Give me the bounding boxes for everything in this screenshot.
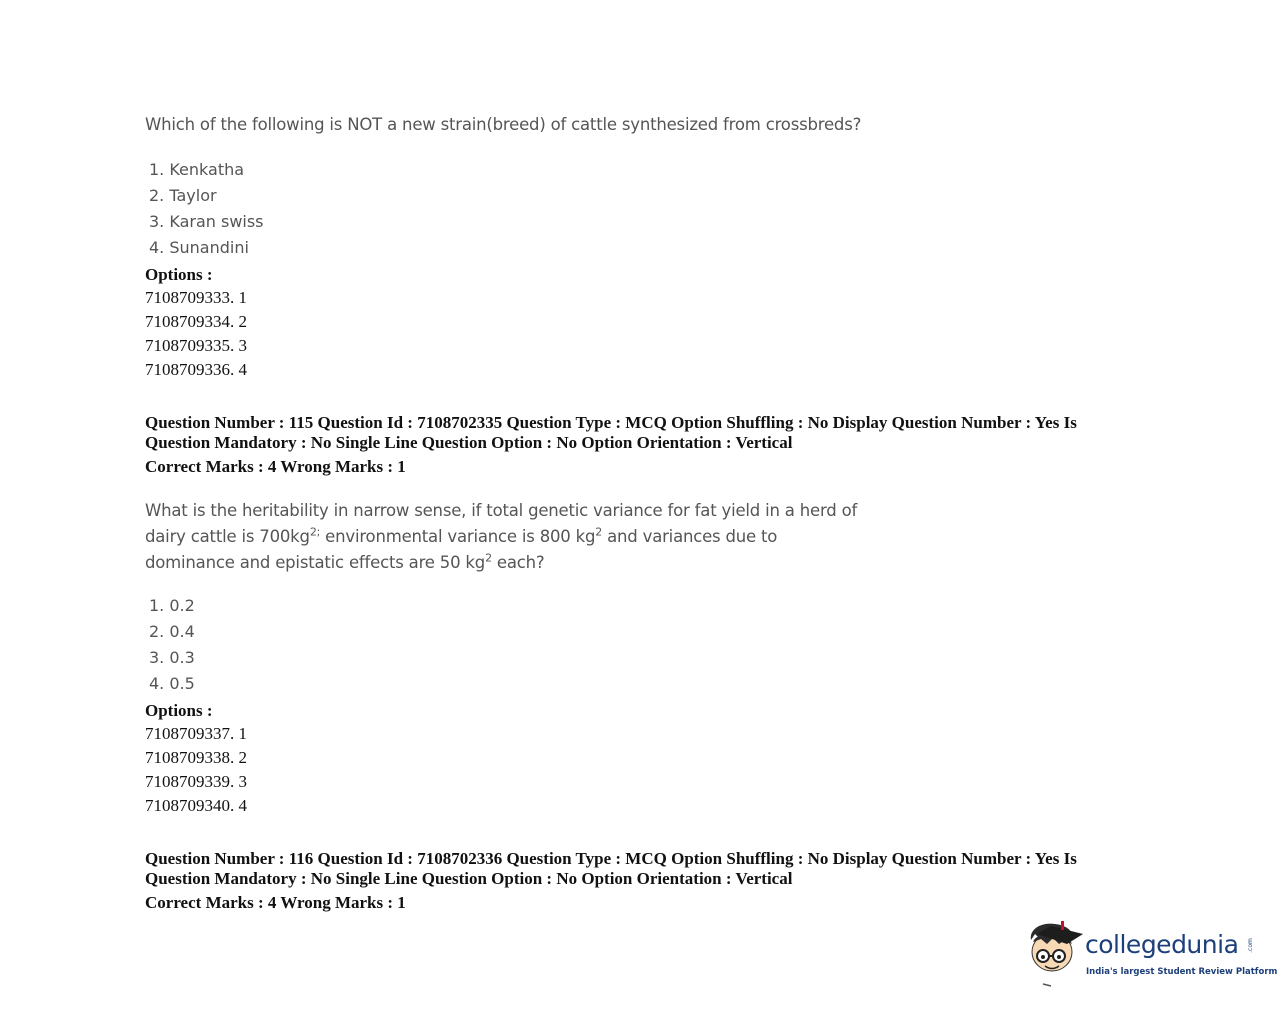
- question-text-part: environmental variance is 800 kg: [320, 527, 596, 546]
- brand-domain: .com: [1246, 938, 1254, 953]
- question-115-marks: Correct Marks : 4 Wrong Marks : 1: [145, 457, 406, 476]
- question-114-option-ids: [145, 286, 247, 382]
- brand-tagline: India's largest Student Review Platform: [1086, 967, 1278, 977]
- choice-item: 1. Kenkatha: [149, 160, 245, 179]
- question-116-marks: Correct Marks : 4 Wrong Marks : 1: [145, 893, 406, 912]
- question-text-part: and variances due to dominance and epistatic effects are 50 kg: [145, 527, 778, 572]
- option-id-item: 7108709340. 4: [145, 796, 247, 815]
- choice-item: 4. 0.5: [149, 674, 195, 693]
- mascot-icon: [1025, 918, 1087, 990]
- option-id-item: 7108709337. 1: [145, 724, 247, 743]
- question-114-text: Which of the following is NOT a new strain(breed) of cattle synthesized from crossbreds?: [145, 115, 862, 134]
- choice-item: 4. Sunandini: [149, 238, 249, 257]
- meta-line: Question Mandatory : No Single Line Question Option : No Option Orientation : Vertical: [145, 869, 793, 888]
- option-id-item: 7108709333. 1: [145, 288, 247, 307]
- brand-name: collegedunia: [1085, 930, 1239, 959]
- options-label: Options :: [145, 265, 213, 284]
- question-text-part: What is the heritability in narrow sense, if total genetic variance for fat yield in a herd of dairy cattle is 700kg: [145, 501, 858, 546]
- choice-item: 3. 0.3: [149, 648, 195, 667]
- question-115-option-ids: [145, 722, 247, 818]
- choice-item: 3. Karan swiss: [149, 212, 264, 231]
- question-116-meta: [145, 849, 1105, 889]
- option-id-item: 7108709334. 2: [145, 312, 247, 331]
- choice-item: 2. Taylor: [149, 186, 217, 205]
- choice-item: 1. 0.2: [149, 596, 195, 615]
- meta-line: Question Mandatory : No Single Line Question Option : No Option Orientation : Vertical: [145, 433, 793, 452]
- choice-item: 2. 0.4: [149, 622, 195, 641]
- question-115-meta: [145, 413, 1105, 453]
- superscript: 2: [485, 551, 492, 565]
- question-115-choices: [149, 593, 195, 697]
- options-label: Options :: [145, 701, 213, 720]
- option-id-item: 7108709336. 4: [145, 360, 247, 379]
- meta-line: Question Number : 116 Question Id : 7108702336 Question Type : MCQ Option Shuffling : No Display Question Number : Yes Is: [145, 849, 1077, 868]
- question-114-choices: [149, 157, 264, 261]
- question-text-part: each?: [491, 553, 545, 572]
- option-id-item: 7108709335. 3: [145, 336, 247, 355]
- option-id-item: 7108709338. 2: [145, 748, 247, 767]
- superscript: 2: [595, 525, 603, 539]
- superscript: 2;: [309, 525, 321, 539]
- option-id-item: 7108709339. 3: [145, 772, 247, 791]
- meta-line: Question Number : 115 Question Id : 7108702335 Question Type : MCQ Option Shuffling : No Display Question Number : Yes Is: [145, 413, 1077, 432]
- collegedunia-logo: [1025, 918, 1278, 990]
- question-115-text: [145, 498, 865, 576]
